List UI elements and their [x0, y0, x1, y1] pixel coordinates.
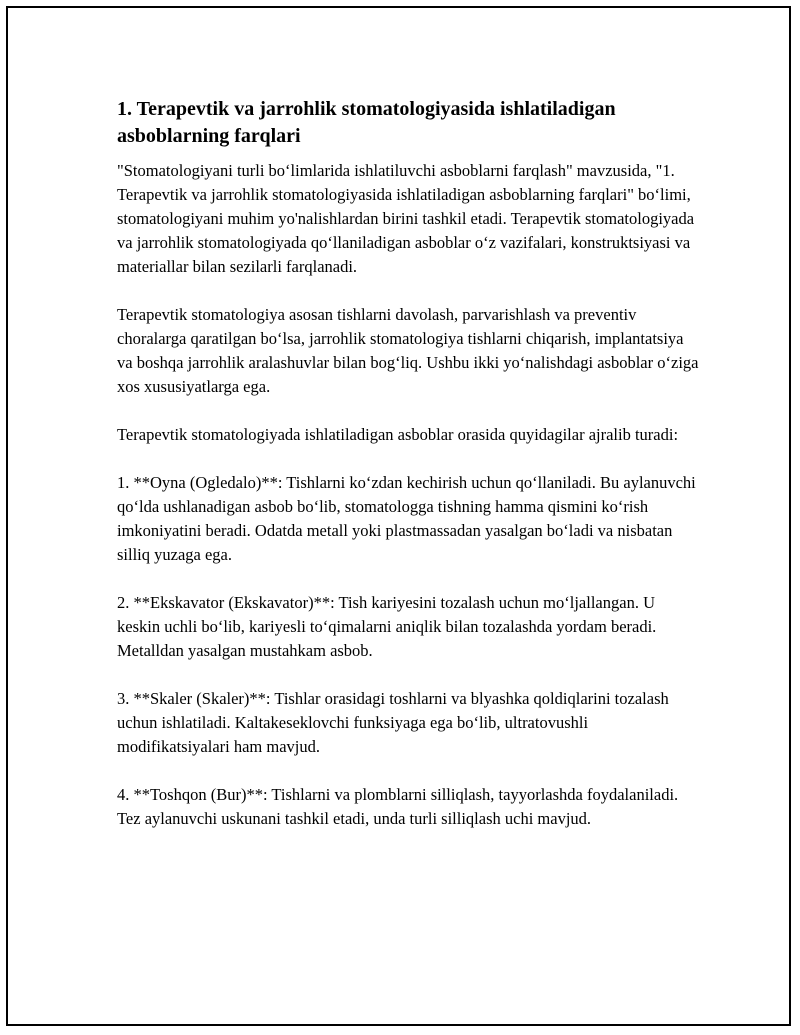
document-body — [117, 96, 702, 831]
list-item-skaler: 3. **Skaler (Skaler)**: Tishlar orasidagi toshlarni va blyashka qoldiqlarini tozalash uchun ishlatiladi. Kaltakeseklovchi funksiyaga ega bo‘lib, ultratovushli modifikatsiyalari ham mavjud. — [117, 689, 669, 756]
paragraph-intro: "Stomatologiyani turli bo‘limlarida ishlatiluvchi asboblarni farqlash" mavzusida, "1. Terapevtik va jarrohlik stomatologiyasida ishlatiladigan asboblarning farqlari" bo‘limi, stomatologiyani muhim yo'nalishlardan birini tashkil etadi. Terapevtik stomatologiyada va jarrohlik stomatologiyada qo‘llaniladigan asboblar o‘z vazifalari, konstruktsiyasi va materiallar bilan sezilarli farqlanadi. — [117, 161, 695, 276]
section-heading: 1. Terapevtik va jarrohlik stomatologiyasida ishlatiladigan asboblarning farqlari — [117, 98, 616, 147]
list-item-ekskavator: 2. **Ekskavator (Ekskavator)**: Tish kariyesini tozalash uchun mo‘ljallangan. U keskin uchli bo‘lib, kariyesli to‘qimalarni aniqlik bilan tozalashda yordam beradi. Metalldan yasalgan mustahkam asbob. — [117, 593, 657, 660]
paragraph-list-intro: Terapevtik stomatologiyada ishlatiladigan asboblar orasida quyidagilar ajralib turadi: — [117, 425, 679, 444]
paragraph-overview: Terapevtik stomatologiya asosan tishlarni davolash, parvarishlash va preventiv choralarga qaratilgan bo‘lsa, jarrohlik stomatologiya tishlarni chiqarish, implantatsiya va boshqa jarrohlik aralashuvlar bilan bog‘liq. Ushbu ikki yo‘nalishdagi asboblar o‘ziga xos xususiyatlarga ega. — [117, 305, 699, 396]
list-item-toshqon: 4. **Toshqon (Bur)**: Tishlarni va plomblarni silliqlash, tayyorlashda foydalaniladi. Tez aylanuvchi uskunani tashkil etadi, unda turli silliqlash uchi mavjud. — [117, 785, 679, 828]
list-item-oyna: 1. **Oyna (Ogledalo)**: Tishlarni ko‘zdan kechirish uchun qo‘llaniladi. Bu aylanuvchi qo‘lda ushlanadigan asbob bo‘lib, stomatologga tishning hamma qismini ko‘rish imkoniyatini beradi. Odatda metall yoki plastmassadan yasalgan bo‘ladi va nisbatan silliq yuzaga ega. — [117, 473, 696, 564]
